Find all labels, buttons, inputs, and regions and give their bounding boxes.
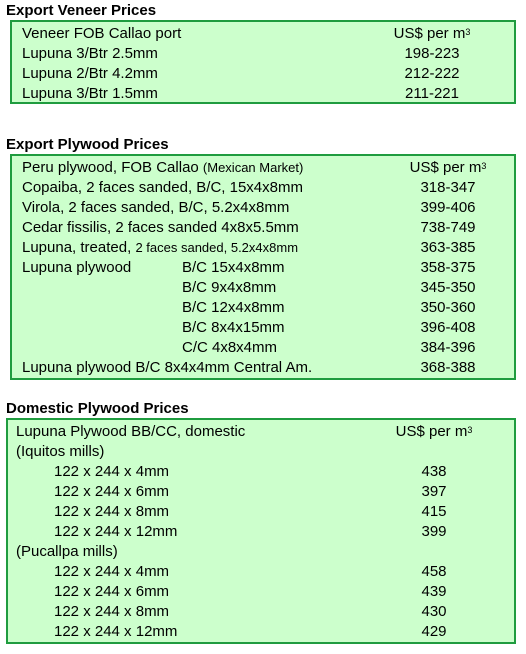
plywood-price: 358-375 bbox=[420, 259, 476, 276]
plywood-spec: C/C 4x8x4mm bbox=[182, 339, 278, 356]
plywood-table bbox=[10, 154, 516, 380]
domestic-header-label: Lupuna Plywood BB/CC, domestic bbox=[16, 423, 246, 440]
domestic-price: 399 bbox=[421, 523, 447, 540]
table-row bbox=[8, 582, 514, 602]
table-row bbox=[12, 238, 514, 258]
domestic-price: 439 bbox=[421, 583, 447, 600]
table-row bbox=[8, 602, 514, 622]
domestic-price: 430 bbox=[421, 603, 447, 620]
plywood-header-label: Peru plywood, FOB Callao (Mexican Market) bbox=[22, 159, 304, 176]
pucallpa-label-row bbox=[8, 542, 514, 562]
plywood-price: 396-408 bbox=[420, 319, 476, 336]
table-row bbox=[12, 198, 514, 218]
plywood-header-unit: US$ per $m^3$ bbox=[409, 159, 487, 176]
table-row bbox=[12, 318, 514, 338]
pucallpa-label: (Pucallpa mills) bbox=[16, 543, 118, 560]
plywood-product: Cedar fissilis, 2 faces sanded 4x8x5.5mm bbox=[22, 219, 299, 236]
veneer-price: 211-221 bbox=[405, 85, 459, 102]
table-row bbox=[12, 258, 514, 278]
domestic-size: 122 x 244 x 12mm bbox=[54, 523, 178, 540]
plywood-spec: B/C 12x4x8mm bbox=[182, 299, 285, 316]
veneer-header-unit: US$ per $m^3$ bbox=[393, 25, 471, 42]
table-row bbox=[12, 278, 514, 298]
domestic-header-row bbox=[8, 422, 514, 442]
plywood-price: 350-360 bbox=[420, 299, 476, 316]
table-row bbox=[12, 298, 514, 318]
domestic-price: 458 bbox=[421, 563, 447, 580]
plywood-product: Lupuna plywood bbox=[22, 259, 132, 276]
table-row bbox=[8, 482, 514, 502]
plywood-price: 738-749 bbox=[420, 219, 476, 236]
veneer-title: Export Veneer Prices bbox=[6, 2, 157, 19]
domestic-size: 122 x 244 x 6mm bbox=[54, 583, 170, 600]
veneer-price: 212-222 bbox=[404, 65, 460, 82]
domestic-size: 122 x 244 x 4mm bbox=[54, 563, 170, 580]
table-row bbox=[12, 358, 514, 378]
iquitos-label: (Iquitos mills) bbox=[16, 443, 105, 460]
plywood-product: Lupuna plywood B/C 8x4x4mm Central Am. bbox=[22, 359, 313, 376]
domestic-price: 429 bbox=[421, 623, 447, 640]
table-row bbox=[12, 178, 514, 198]
veneer-price: 198-223 bbox=[404, 45, 460, 62]
plywood-price: 399-406 bbox=[420, 199, 476, 216]
domestic-size: 122 x 244 x 8mm bbox=[54, 603, 170, 620]
domestic-price: 397 bbox=[421, 483, 447, 500]
domestic-size: 122 x 244 x 12mm bbox=[54, 623, 178, 640]
veneer-header-row bbox=[12, 24, 514, 44]
veneer-product: Lupuna 3/Btr 1.5mm bbox=[22, 85, 158, 102]
table-row bbox=[12, 338, 514, 358]
domestic-title: Domestic Plywood Prices bbox=[6, 400, 189, 417]
domestic-size: 122 x 244 x 8mm bbox=[54, 503, 170, 520]
plywood-product: Copaiba, 2 faces sanded, B/C, 15x4x8mm bbox=[22, 179, 303, 196]
table-row bbox=[12, 84, 514, 104]
domestic-size: 122 x 244 x 6mm bbox=[54, 483, 170, 500]
domestic-price: 438 bbox=[421, 463, 447, 480]
domestic-header-unit: US$ per $m^3$ bbox=[395, 423, 473, 440]
table-row bbox=[8, 522, 514, 542]
veneer-header-label: Veneer FOB Callao port bbox=[22, 25, 182, 42]
plywood-price: 384-396 bbox=[420, 339, 476, 356]
veneer-product: Lupuna 2/Btr 4.2mm bbox=[22, 65, 158, 82]
table-row bbox=[8, 622, 514, 642]
table-row bbox=[12, 64, 514, 84]
iquitos-label-row bbox=[8, 442, 514, 462]
table-row bbox=[12, 44, 514, 64]
plywood-spec: B/C 15x4x8mm bbox=[182, 259, 285, 276]
plywood-price: 363-385 bbox=[420, 239, 476, 256]
plywood-title: Export Plywood Prices bbox=[6, 136, 169, 153]
table-row bbox=[8, 502, 514, 522]
table-row bbox=[12, 218, 514, 238]
plywood-header-row bbox=[12, 158, 514, 178]
plywood-spec: B/C 8x4x15mm bbox=[182, 319, 285, 336]
plywood-price: 318-347 bbox=[420, 179, 476, 196]
plywood-price: 345-350 bbox=[420, 279, 476, 296]
veneer-product: Lupuna 3/Btr 2.5mm bbox=[22, 45, 158, 62]
domestic-size: 122 x 244 x 4mm bbox=[54, 463, 170, 480]
table-row bbox=[8, 562, 514, 582]
plywood-spec: B/C 9x4x8mm bbox=[182, 279, 277, 296]
plywood-product: Virola, 2 faces sanded, B/C, 5.2x4x8mm bbox=[22, 199, 290, 216]
plywood-price: 368-388 bbox=[420, 359, 476, 376]
table-row bbox=[8, 462, 514, 482]
veneer-table bbox=[10, 20, 516, 104]
domestic-price: 415 bbox=[421, 503, 447, 520]
plywood-product: Lupuna, treated, 2 faces sanded, 5.2x4x8mm bbox=[22, 239, 299, 256]
domestic-table bbox=[6, 418, 516, 644]
